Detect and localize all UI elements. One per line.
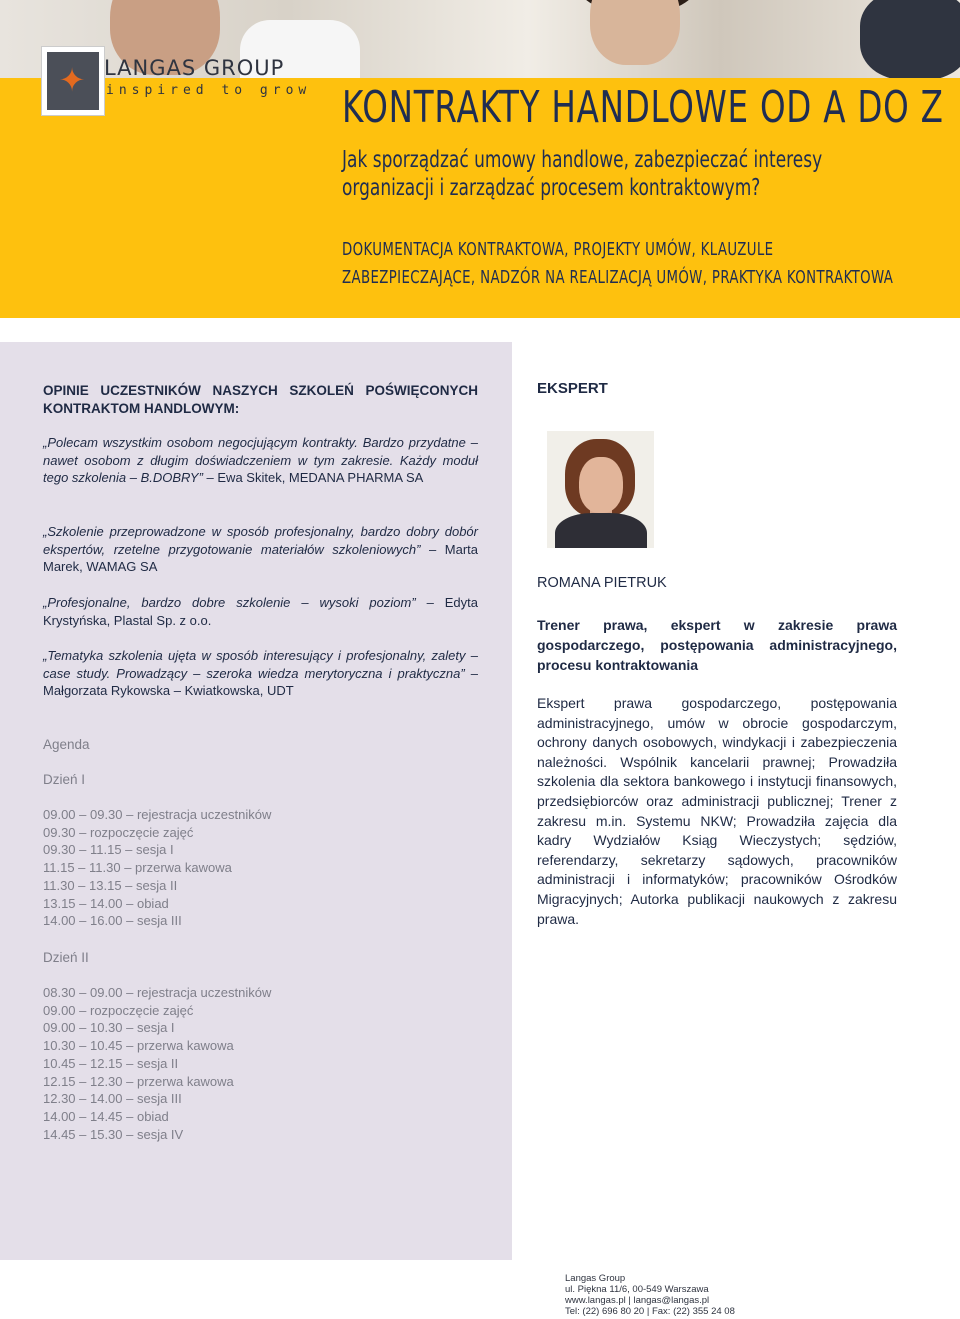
day2-heading: Dzień II (43, 950, 89, 965)
expert-heading: EKSPERT (537, 380, 608, 397)
footer-web-email: www.langas.pl | langas@langas.pl (565, 1295, 710, 1306)
schedule-item: 10.45 – 12.15 – sesja II (43, 1055, 179, 1071)
expert-role: Trener prawa, ekspert w zakresie prawa gospodarczego, postępowania administracyjnego, procesu kontraktowania (537, 617, 897, 673)
logo-name: LANGAS GROUP (104, 56, 285, 80)
testimonial: „Polecam wszystkim osobom negocjującym kontrakty. Bardzo przydatne – nawet osobom z długim doświadczeniem w tym zakresie. Każdy moduł tego szkolenia – B.DOBRY” – Ewa Skitek, MEDANA PHARMA SA (43, 435, 478, 485)
expert-name: ROMANA PIETRUK (537, 575, 667, 591)
agenda-heading: Agenda (43, 737, 90, 752)
day2-schedule (43, 984, 271, 1143)
opinions-heading: OPINIE UCZESTNIKÓW NASZYCH SZKOLEŃ POŚWIĘCONYCH KONTRAKTOM HANDLOWYM: (43, 383, 478, 416)
schedule-item: 08.30 – 09.00 – rejestracja uczestników (43, 985, 272, 1000)
schedule-item: 12.30 – 14.00 – sesja III (43, 1091, 182, 1107)
schedule-item: 09.00 – 10.30 – sesja I (43, 1020, 175, 1036)
schedule-item: 11.15 – 11.30 – przerwa kawowa (43, 860, 232, 876)
footer-address: ul. Piękna 11/6, 00-549 Warszawa (565, 1284, 709, 1295)
company-logo (41, 46, 105, 116)
schedule-item: 10.30 – 10.45 – przerwa kawowa (43, 1038, 234, 1054)
testimonial: „Profesjonalne, bardzo dobre szkolenie – wysoki poziom” – Edyta Krystyńska, Plastal Sp. z o.o. (43, 595, 478, 628)
schedule-item: 14.00 – 16.00 – sesja III (43, 913, 182, 929)
page-title: KONTRAKTY HANDLOWE OD A DO Z (342, 82, 944, 133)
schedule-item: 09.30 – 11.15 – sesja I (43, 842, 174, 858)
schedule-item: 09.00 – rozpoczęcie zajęć (43, 1002, 194, 1018)
footer-contact (565, 1273, 735, 1317)
schedule-item: 09.00 – 09.30 – rejestracja uczestników (43, 807, 272, 822)
logo-tagline: inspired to grow (106, 83, 312, 98)
day1-schedule (43, 806, 271, 930)
schedule-item: 12.15 – 12.30 – przerwa kawowa (43, 1073, 234, 1089)
page-subtitle: Jak sporządzać umowy handlowe, zabezpieczać interesy organizacji i zarządzać procesem kontraktowym? (342, 147, 823, 201)
footer-company: Langas Group (565, 1273, 626, 1284)
schedule-item: 09.30 – rozpoczęcie zajęć (43, 824, 194, 840)
schedule-item: 14.45 – 15.30 – sesja IV (43, 1126, 184, 1142)
testimonial: „Tematyka szkolenia ujęta w sposób interesujący i profesjonalny, zalety – case study. Prowadzący – szeroka wiedza merytoryczna i praktyczna” – Małgorzata Rykowska – Kwiatkowska, UDT (43, 648, 478, 698)
expert-photo (547, 431, 654, 548)
footer-phone: Tel: (22) 696 80 20 | Fax: (22) 355 24 08 (565, 1306, 735, 1317)
schedule-item: 14.00 – 14.45 – obiad (43, 1108, 169, 1124)
header-banner (0, 0, 960, 318)
topics-list: DOKUMENTACJA KONTRAKTOWA, PROJEKTY UMÓW, KLAUZULE ZABEZPIECZAJĄCE, NADZÓR NA REALIZACJĄ UMÓW, PRAKTYKA KONTRAKTOWA (342, 239, 894, 288)
testimonial: „Szkolenie przeprowadzone w sposób profesjonalny, bardzo dobry dobór ekspertów, rzetelne przygotowanie materiałów szkoleniowych” – Marta Marek, WAMAG SA (43, 524, 479, 574)
schedule-item: 13.15 – 14.00 – obiad (43, 895, 169, 911)
schedule-item: 11.30 – 13.15 – sesja II (43, 877, 178, 893)
day1-heading: Dzień I (43, 772, 86, 787)
bird-icon: ✦ (58, 61, 86, 99)
expert-bio: Ekspert prawa gospodarczego, postępowania administracyjnego, umów w obrocie gospodarczym, ochrony danych osobowych, windykacji i zabezpieczenia należności. Wspólnik kancelarii prawnej; Prowadziła szkolenia dla sektora bankowego i instytucji finansowych, przedsiębiorców oraz administracji publicznej; Trener z zakresu m.in. Systemu NKW; Prowadziła zajęcia dla kadry Wydziałów Ksiąg Wieczystych; sędziów, referendarzy, sekretarzy sądowych, pracowników administracji i informatyków; pracowników Ośrodków Migracyjnych; Autorka publikacji naukowych z zakresu prawa. (537, 695, 897, 927)
